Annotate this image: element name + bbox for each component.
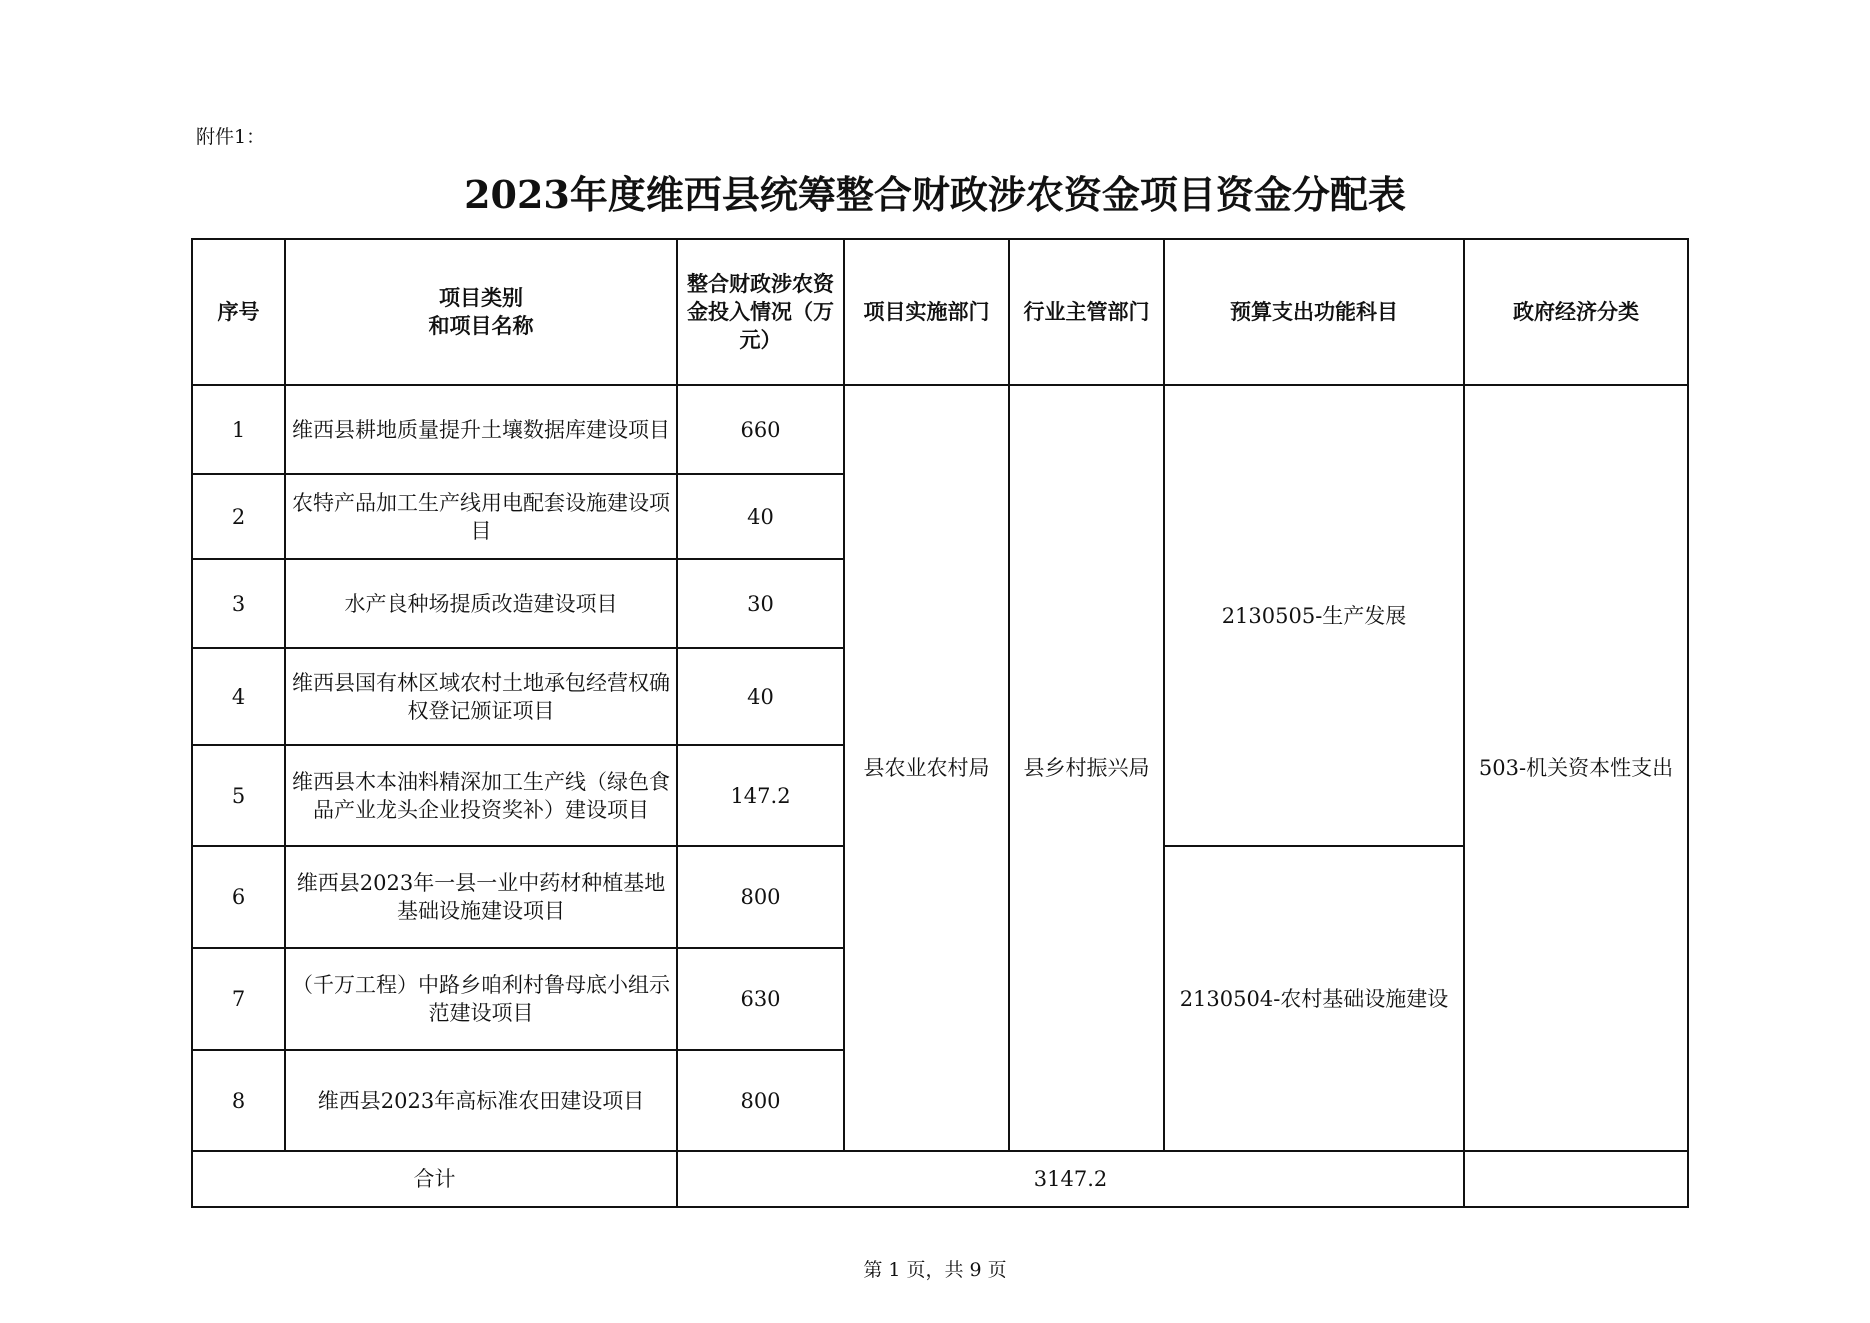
row-project-name: 维西县耕地质量提升土壤数据库建设项目 [285, 385, 677, 474]
row-project-name: 维西县2023年高标准农田建设项目 [285, 1050, 677, 1151]
row-seq: 4 [192, 648, 285, 745]
row-seq: 5 [192, 745, 285, 846]
row-seq: 3 [192, 559, 285, 648]
total-label: 合计 [192, 1151, 677, 1207]
document-title: 2023年度维西县统筹整合财政涉农资金项目资金分配表 [464, 172, 1406, 217]
row-project-name: （千万工程）中路乡咱利村鲁母底小组示范建设项目 [285, 948, 677, 1050]
row-project-name: 水产良种场提质改造建设项目 [285, 559, 677, 648]
budget-subject-infrastructure-cell: 2130504-农村基础设施建设 [1164, 846, 1464, 1151]
header-funding: 整合财政涉农资金投入情况（万元） [677, 239, 844, 385]
row-seq: 1 [192, 385, 285, 474]
header-supervisor-dept: 行业主管部门 [1009, 239, 1164, 385]
header-budget-subject: 预算支出功能科目 [1164, 239, 1464, 385]
total-amount: 3147.2 [677, 1151, 1464, 1207]
header-impl-dept: 项目实施部门 [844, 239, 1009, 385]
row-amount: 800 [677, 846, 844, 948]
header-econ-class: 政府经济分类 [1464, 239, 1688, 385]
row-seq: 6 [192, 846, 285, 948]
header-category-line1: 项目类别 [439, 286, 523, 310]
row-amount: 40 [677, 648, 844, 745]
page-footer: 第 1 页，共 9 页 [863, 1259, 1007, 1281]
table-row [192, 385, 1688, 474]
row-amount: 40 [677, 474, 844, 559]
row-amount: 800 [677, 1050, 844, 1151]
total-row [192, 1151, 1688, 1207]
header-seq: 序号 [192, 239, 285, 385]
row-project-name: 维西县2023年一县一业中药材种植基地基础设施建设项目 [285, 846, 677, 948]
row-seq: 8 [192, 1050, 285, 1151]
attachment-label: 附件1： [196, 126, 266, 148]
total-empty-cell [1464, 1151, 1688, 1207]
row-amount: 30 [677, 559, 844, 648]
row-project-name: 维西县国有林区域农村土地承包经营权确权登记颁证项目 [285, 648, 677, 745]
row-amount: 630 [677, 948, 844, 1050]
budget-subject-production-cell: 2130505-生产发展 [1164, 385, 1464, 846]
row-amount: 147.2 [677, 745, 844, 846]
econ-class-cell: 503-机关资本性支出 [1464, 385, 1688, 1151]
row-project-name: 农特产品加工生产线用电配套设施建设项目 [285, 474, 677, 559]
row-amount: 660 [677, 385, 844, 474]
header-category-line2: 和项目名称 [428, 314, 534, 338]
row-seq: 2 [192, 474, 285, 559]
supervisor-dept-cell: 县乡村振兴局 [1009, 385, 1164, 1151]
row-seq: 7 [192, 948, 285, 1050]
row-project-name: 维西县木本油料精深加工生产线（绿色食品产业龙头企业投资奖补）建设项目 [285, 745, 677, 846]
impl-dept-cell: 县农业农村局 [844, 385, 1009, 1151]
header-row [192, 239, 1688, 385]
allocation-table [191, 238, 1689, 1208]
header-category [285, 239, 677, 385]
